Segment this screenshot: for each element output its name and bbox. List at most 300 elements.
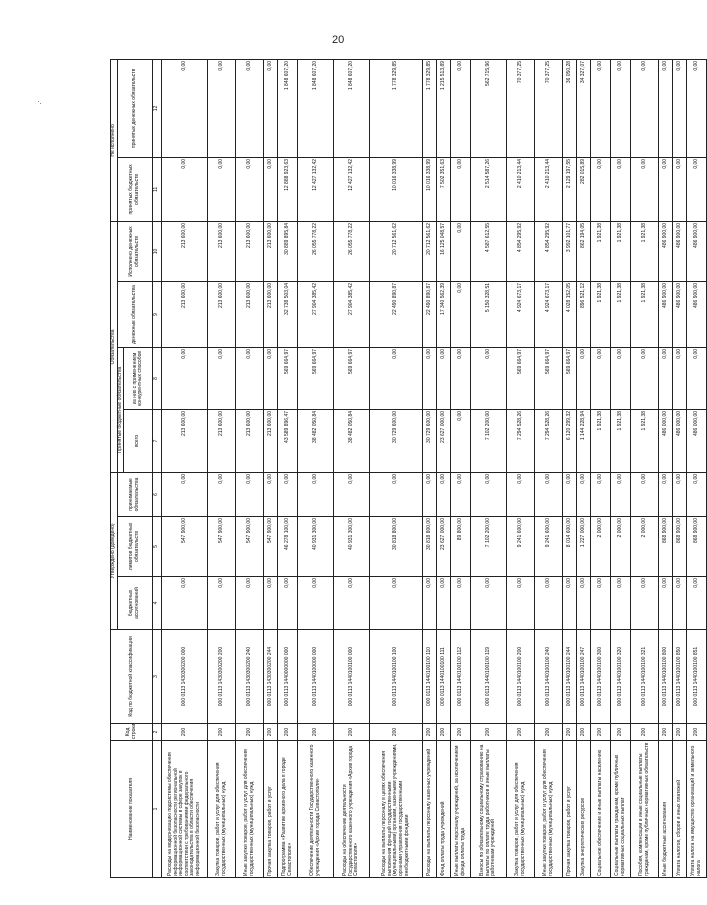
table-row: [264, 59, 278, 877]
row-code: 200: [535, 724, 563, 741]
row-name: Иные бюджетные ассигнования: [659, 741, 673, 878]
fulfilled-value: 213 600,00: [264, 221, 278, 281]
budget-allocations-value: 0,00: [334, 577, 370, 630]
row-code: 200: [563, 724, 577, 741]
monetary-obligations-value: 1 921,38: [611, 281, 631, 347]
fulfilled-value: 26 055 778,22: [298, 221, 334, 281]
table-row: [659, 59, 673, 877]
monetary-obligations-value: 17 340 562,39: [437, 281, 451, 347]
budget-classification-code: 000 0113 1440100100 112: [451, 630, 471, 724]
row-code: 200: [264, 724, 278, 741]
row-name: Расходы на выплаты персоналу в целях обеспечения выполнения функций государственными (муниципальными) органами, казенными учреждениями, органами управления государственными внебюджетными фондами: [370, 741, 423, 878]
budget-classification-code: 000 0113 1440100100 110: [423, 630, 437, 724]
accepted-budget-obligations-total: 213 600,00: [236, 409, 264, 472]
accepted-budget-obligations-total: 38 482 050,84: [298, 409, 334, 472]
row-name: Уплата налогов, сборов и иных платежей: [673, 741, 687, 878]
table-row: [334, 59, 370, 877]
budget-allocations-value: 0,00: [370, 577, 423, 630]
limits-value: 2 000,00: [631, 517, 659, 577]
table-row: [535, 59, 563, 877]
fulfilled-value: 1 921,38: [611, 221, 631, 281]
unfulfilled-accepted-value: 2 129 197,55: [563, 157, 577, 221]
accepted-budget-obligations-total: 1 921,38: [631, 409, 659, 472]
budget-classification-code: 000 0113 1440100100 240: [535, 630, 563, 724]
accepted-budget-obligations-total: 30 729 600,00: [423, 409, 437, 472]
accepted-budget-obligations-total: 213 600,00: [208, 409, 236, 472]
budget-allocations-value: 0,00: [451, 577, 471, 630]
unfulfilled-monetary-value: 0,00: [264, 59, 278, 157]
fulfilled-value: 4 854 295,92: [535, 221, 563, 281]
budget-allocations-value: 0,00: [236, 577, 264, 630]
unfulfilled-monetary-value: 0,00: [659, 59, 673, 157]
fulfilled-value: 16 125 048,57: [437, 221, 451, 281]
monetary-obligations-value: 213 600,00: [208, 281, 236, 347]
row-name: Иные закупки товаров, работ и услуг для обеспечения государственных (муниципальных) нужд: [236, 741, 264, 878]
fulfilled-value: 26 055 778,22: [334, 221, 370, 281]
accepted-obligations-value: 0,00: [611, 472, 631, 516]
fulfilled-value: 862 194,05: [577, 221, 591, 281]
row-code: 200: [370, 724, 423, 741]
row-name: Пособия, компенсации и иные социальные выплаты гражданам, кроме публичных нормативных обязательств: [631, 741, 659, 878]
unfulfilled-accepted-value: 0,00: [687, 157, 707, 221]
unfulfilled-accepted-value: 2 410 213,44: [507, 157, 535, 221]
table-row: [278, 59, 298, 877]
limits-value: 23 627 000,00: [437, 517, 451, 577]
unfulfilled-accepted-value: 2 410 213,44: [535, 157, 563, 221]
budget-allocations-value: 0,00: [471, 577, 507, 630]
row-code: 200: [673, 724, 687, 741]
accepted-obligations-value: 0,00: [577, 472, 591, 516]
fulfilled-value: 4 587 612,55: [471, 221, 507, 281]
monetary-obligations-value: 1 921,38: [631, 281, 659, 347]
competitive-obligations-value: 0,00: [264, 347, 278, 409]
monetary-obligations-value: 213 600,00: [264, 281, 278, 347]
competitive-obligations-value: 0,00: [591, 347, 611, 409]
budget-classification-code: 000 0113 1440000000 000: [278, 630, 298, 724]
row-code: 200: [611, 724, 631, 741]
rotated-table-container: [110, 60, 702, 878]
fulfilled-value: 1 921,38: [591, 221, 611, 281]
row-code: 200: [298, 724, 334, 741]
row-code: 200: [471, 724, 507, 741]
row-name: Закупка товаров, работ и услуг для обеспечения государственных (муниципальных) нужд: [208, 741, 236, 878]
monetary-obligations-value: 486 900,00: [687, 281, 707, 347]
budget-allocations-value: 0,00: [437, 577, 451, 630]
limits-value: 868 900,00: [687, 517, 707, 577]
accepted-budget-obligations-total: 38 482 050,84: [334, 409, 370, 472]
row-name: Социальные выплаты гражданам, кроме публичных нормативных социальных выплат: [611, 741, 631, 878]
monetary-obligations-value: 486 900,00: [659, 281, 673, 347]
table-row: [423, 59, 437, 877]
header-total: всего: [124, 409, 153, 472]
table-row: [591, 59, 611, 877]
header-accepted-budget-obligations: Принятые бюджетные обязательства: [117, 347, 124, 472]
limits-value: 46 278 100,00: [278, 517, 298, 577]
accepted-budget-obligations-total: 7 294 528,26: [535, 409, 563, 472]
row-code: 200: [577, 724, 591, 741]
accepted-obligations-value: 0,00: [437, 472, 451, 516]
monetary-obligations-value: 22 490 890,87: [370, 281, 423, 347]
header-competitive: из них с применением конкурентных способов: [124, 347, 153, 409]
competitive-obligations-value: 0,00: [631, 347, 659, 409]
unfulfilled-monetary-value: 0,00: [451, 59, 471, 157]
competitive-obligations-value: 0,00: [423, 347, 437, 409]
accepted-budget-obligations-total: 6 120 299,32: [563, 409, 577, 472]
budget-classification-code: 000 0113 1440100100 111: [437, 630, 451, 724]
column-number: 11: [153, 157, 162, 221]
column-number: 10: [153, 221, 162, 281]
column-number: 5: [153, 517, 162, 577]
row-code: 200: [507, 724, 535, 741]
unfulfilled-monetary-value: 1 215 513,89: [437, 59, 451, 157]
row-code: 200: [437, 724, 451, 741]
row-code: 200: [451, 724, 471, 741]
budget-classification-code: 000 0113 1430300200 240: [236, 630, 264, 724]
table-body: [162, 59, 707, 877]
unfulfilled-accepted-value: 12 888 923,63: [278, 157, 298, 221]
row-name: Подпрограмма «Развитие архивного дела в городе Севастополе»: [278, 741, 298, 878]
column-number: 12: [153, 59, 162, 157]
budget-allocations-value: 0,00: [659, 577, 673, 630]
accepted-obligations-value: 0,00: [162, 472, 208, 516]
limits-value: 89 800,00: [451, 517, 471, 577]
accepted-obligations-value: 0,00: [535, 472, 563, 516]
budget-allocations-value: 0,00: [631, 577, 659, 630]
unfulfilled-monetary-value: 0,00: [208, 59, 236, 157]
row-name: Обеспечение деятельности Государственного казенного учреждения «Архив города Севастополя»: [298, 741, 334, 878]
accepted-obligations-value: 0,00: [631, 472, 659, 516]
budget-execution-table: [110, 59, 707, 878]
budget-allocations-value: 0,00: [423, 577, 437, 630]
table-row: [437, 59, 451, 877]
header-budget-allocations: бюджетных ассигнований: [117, 577, 153, 630]
monetary-obligations-value: 486 900,00: [673, 281, 687, 347]
monetary-obligations-value: 213 600,00: [236, 281, 264, 347]
unfulfilled-accepted-value: 2 514 587,26: [471, 157, 507, 221]
competitive-obligations-value: 0,00: [687, 347, 707, 409]
competitive-obligations-value: 0,00: [437, 347, 451, 409]
accepted-obligations-value: 0,00: [687, 472, 707, 516]
limits-value: 2 000,00: [591, 517, 611, 577]
competitive-obligations-value: 569 664,97: [278, 347, 298, 409]
unfulfilled-monetary-value: 70 377,25: [507, 59, 535, 157]
row-name: Социальное обеспечение и иные выплаты населению: [591, 741, 611, 878]
column-number: 1: [153, 741, 162, 878]
header-unfulfilled-accepted: принятых бюджетных обязательств: [117, 157, 153, 221]
limits-value: 1 227 000,00: [577, 517, 591, 577]
accepted-obligations-value: 0,00: [471, 472, 507, 516]
limits-value: 40 931 300,00: [298, 517, 334, 577]
unfulfilled-accepted-value: 10 016 338,99: [423, 157, 437, 221]
accepted-budget-obligations-total: 213 600,00: [264, 409, 278, 472]
accepted-obligations-value: 0,00: [264, 472, 278, 516]
table-row: [563, 59, 577, 877]
unfulfilled-monetary-value: 36 050,28: [563, 59, 577, 157]
unfulfilled-accepted-value: 0,00: [208, 157, 236, 221]
unfulfilled-monetary-value: 1 848 607,20: [334, 59, 370, 157]
accepted-obligations-value: 0,00: [298, 472, 334, 516]
accepted-obligations-value: 0,00: [563, 472, 577, 516]
unfulfilled-accepted-value: 10 016 338,99: [370, 157, 423, 221]
monetary-obligations-value: 896 521,12: [577, 281, 591, 347]
header-unfulfilled-monetary: принятых денежных обязательств: [117, 59, 153, 157]
budget-allocations-value: 0,00: [507, 577, 535, 630]
table-row: [162, 59, 208, 877]
accepted-budget-obligations-total: 1 144 228,94: [577, 409, 591, 472]
table-row: [471, 59, 507, 877]
fulfilled-value: 1 921,38: [631, 221, 659, 281]
fulfilled-value: 20 712 561,62: [423, 221, 437, 281]
budget-allocations-value: 0,00: [577, 577, 591, 630]
table-row: [611, 59, 631, 877]
monetary-obligations-value: 4 924 673,17: [507, 281, 535, 347]
table-row: [507, 59, 535, 877]
header-name: Наименование показателя: [111, 741, 153, 878]
unfulfilled-monetary-value: 1 848 607,20: [278, 59, 298, 157]
unfulfilled-accepted-value: 7 502 351,63: [437, 157, 451, 221]
table-row: [208, 59, 236, 877]
column-number: 9: [153, 281, 162, 347]
row-name: Прочая закупка товаров, работ и услуг: [563, 741, 577, 878]
accepted-budget-obligations-total: 486 000,00: [687, 409, 707, 472]
competitive-obligations-value: 0,00: [236, 347, 264, 409]
budget-allocations-value: 0,00: [591, 577, 611, 630]
limits-value: 8 014 600,00: [563, 517, 577, 577]
header-monetary-obligations: денежные обязательства: [117, 281, 153, 347]
competitive-obligations-value: 0,00: [577, 347, 591, 409]
fulfilled-value: 486 900,00: [673, 221, 687, 281]
unfulfilled-accepted-value: 0,00: [451, 157, 471, 221]
fulfilled-value: 213 600,00: [162, 221, 208, 281]
table-row: [370, 59, 423, 877]
competitive-obligations-value: 569 664,97: [563, 347, 577, 409]
limits-value: 547 900,00: [208, 517, 236, 577]
accepted-obligations-value: 0,00: [673, 472, 687, 516]
monetary-obligations-value: 5 150 328,51: [471, 281, 507, 347]
limits-value: 547 900,00: [236, 517, 264, 577]
column-number-row: [153, 59, 162, 877]
competitive-obligations-value: 569 664,97: [334, 347, 370, 409]
competitive-obligations-value: 0,00: [370, 347, 423, 409]
unfulfilled-accepted-value: 0,00: [611, 157, 631, 221]
header-budget-code: Код по бюджетной классификации: [111, 630, 153, 724]
budget-classification-code: 000 0113 1440100100 320: [611, 630, 631, 724]
budget-classification-code: 000 0113 1440100100 800: [659, 630, 673, 724]
row-code: 200: [687, 724, 707, 741]
fulfilled-value: 3 992 101,77: [563, 221, 577, 281]
row-name: Расходы на выплаты персоналу казенных учреждений: [423, 741, 437, 878]
column-number: 6: [153, 472, 162, 516]
budget-allocations-value: 0,00: [611, 577, 631, 630]
page-number: 20: [332, 34, 345, 46]
budget-allocations-value: 0,00: [278, 577, 298, 630]
unfulfilled-monetary-value: 0,00: [673, 59, 687, 157]
monetary-obligations-value: 32 738 503,04: [278, 281, 298, 347]
unfulfilled-monetary-value: 0,00: [631, 59, 659, 157]
limits-value: 30 818 800,00: [423, 517, 437, 577]
monetary-obligations-value: 1 921,38: [591, 281, 611, 347]
fulfilled-value: 486 900,00: [687, 221, 707, 281]
accepted-obligations-value: 0,00: [507, 472, 535, 516]
column-number: 3: [153, 630, 162, 724]
budget-allocations-value: 0,00: [673, 577, 687, 630]
limits-value: 9 241 600,00: [535, 517, 563, 577]
accepted-budget-obligations-total: 0,00: [451, 409, 471, 472]
row-name: Расходы на модернизацию подсистемы обеспечения информационной безопасности региональной информационной системы в сфере закупок в соответствии с требованиями федерального законодательства в области обеспечения информационной безопасности: [162, 741, 208, 878]
accepted-obligations-value: 0,00: [278, 472, 298, 516]
unfulfilled-accepted-value: 0,00: [264, 157, 278, 221]
competitive-obligations-value: 0,00: [673, 347, 687, 409]
fulfilled-value: 213 600,00: [236, 221, 264, 281]
row-code: 200: [423, 724, 437, 741]
accepted-budget-obligations-total: 23 627 000,00: [437, 409, 451, 472]
row-name: Уплата налога на имущество организаций и земельного налога: [687, 741, 707, 878]
unfulfilled-accepted-value: 0,00: [659, 157, 673, 221]
competitive-obligations-value: 0,00: [659, 347, 673, 409]
table-row: [631, 59, 659, 877]
unfulfilled-monetary-value: 0,00: [611, 59, 631, 157]
unfulfilled-accepted-value: 0,00: [591, 157, 611, 221]
unfulfilled-monetary-value: 1 778 329,85: [423, 59, 437, 157]
header-fulfilled: Исполнено денежных обязательств: [117, 221, 153, 281]
unfulfilled-monetary-value: 1 848 607,20: [298, 59, 334, 157]
row-code: 200: [591, 724, 611, 741]
monetary-obligations-value: 4 924 673,17: [535, 281, 563, 347]
budget-allocations-value: 0,00: [208, 577, 236, 630]
limits-value: 9 241 600,00: [507, 517, 535, 577]
competitive-obligations-value: 0,00: [451, 347, 471, 409]
budget-classification-code: 000 0113 1440100100 850: [673, 630, 687, 724]
header-accepted-obligations: принимаемые обязательства: [117, 472, 153, 516]
limits-value: 547 900,00: [264, 517, 278, 577]
row-code: 200: [334, 724, 370, 741]
accepted-budget-obligations-total: 486 000,00: [659, 409, 673, 472]
accepted-budget-obligations-total: 43 589 896,47: [278, 409, 298, 472]
budget-classification-code: 000 0113 1440100100 119: [471, 630, 507, 724]
unfulfilled-monetary-value: 0,00: [162, 59, 208, 157]
unfulfilled-monetary-value: 562 715,96: [471, 59, 507, 157]
accepted-budget-obligations-total: 1 921,38: [591, 409, 611, 472]
unfulfilled-monetary-value: 34 327,07: [577, 59, 591, 157]
monetary-obligations-value: 213 600,00: [162, 281, 208, 347]
unfulfilled-accepted-value: 0,00: [162, 157, 208, 221]
unfulfilled-monetary-value: 0,00: [687, 59, 707, 157]
budget-allocations-value: 0,00: [535, 577, 563, 630]
budget-classification-code: 000 0113 1440100100 200: [507, 630, 535, 724]
unfulfilled-accepted-value: 282 015,89: [577, 157, 591, 221]
monetary-obligations-value: 0,00: [451, 281, 471, 347]
budget-allocations-value: 0,00: [298, 577, 334, 630]
competitive-obligations-value: 0,00: [162, 347, 208, 409]
budget-classification-code: 000 0113 1430300200 000: [162, 630, 208, 724]
limits-value: 2 000,00: [611, 517, 631, 577]
monetary-obligations-value: 27 904 385,42: [298, 281, 334, 347]
budget-classification-code: 000 0113 1430300200 200: [208, 630, 236, 724]
accepted-obligations-value: 0,00: [370, 472, 423, 516]
header-limits: лимитов бюджетных обязательств: [117, 517, 153, 577]
budget-classification-code: 000 0113 1440100100 000: [334, 630, 370, 724]
budget-classification-code: 000 0113 1440100000 000: [298, 630, 334, 724]
budget-classification-code: 000 0113 1440100100 247: [577, 630, 591, 724]
limits-value: 30 818 800,00: [370, 517, 423, 577]
accepted-obligations-value: 0,00: [236, 472, 264, 516]
accepted-obligations-value: 0,00: [591, 472, 611, 516]
accepted-budget-obligations-total: 7 102 200,00: [471, 409, 507, 472]
unfulfilled-accepted-value: 12 427 132,42: [334, 157, 370, 221]
accepted-budget-obligations-total: 486 000,00: [673, 409, 687, 472]
limits-value: 7 102 200,00: [471, 517, 507, 577]
accepted-budget-obligations-total: 1 921,38: [611, 409, 631, 472]
column-number: 4: [153, 577, 162, 630]
budget-allocations-value: 0,00: [563, 577, 577, 630]
accepted-budget-obligations-total: 30 729 600,00: [370, 409, 423, 472]
header-row-code: Код строки: [111, 724, 153, 741]
unfulfilled-accepted-value: 0,00: [236, 157, 264, 221]
row-name: Фонд оплаты труда учреждений: [437, 741, 451, 878]
row-name: Закупка товаров, работ и услуг для обеспечения государственных (муниципальных) нужд: [507, 741, 535, 878]
accepted-obligations-value: 0,00: [659, 472, 673, 516]
accepted-obligations-value: 0,00: [423, 472, 437, 516]
limits-value: 40 931 300,00: [334, 517, 370, 577]
competitive-obligations-value: 0,00: [471, 347, 507, 409]
budget-classification-code: 000 0113 1430300200 244: [264, 630, 278, 724]
accepted-obligations-value: 0,00: [208, 472, 236, 516]
competitive-obligations-value: 0,00: [611, 347, 631, 409]
table-row: [451, 59, 471, 877]
table-row: [577, 59, 591, 877]
row-code: 200: [162, 724, 208, 741]
row-name: Иные закупки товаров, работ и услуг для обеспечения государственных (муниципальных) нужд: [535, 741, 563, 878]
table-row: [298, 59, 334, 877]
budget-allocations-value: 0,00: [264, 577, 278, 630]
unfulfilled-accepted-value: 0,00: [673, 157, 687, 221]
fulfilled-value: 213 600,00: [208, 221, 236, 281]
limits-value: 868 900,00: [673, 517, 687, 577]
monetary-obligations-value: 27 904 385,42: [334, 281, 370, 347]
fulfilled-value: 30 889 895,84: [278, 221, 298, 281]
budget-allocations-value: 0,00: [162, 577, 208, 630]
fulfilled-value: 486 900,00: [659, 221, 673, 281]
row-name: Взносы по обязательному социальному страхованию на выплаты по оплате труда работников и иные выплаты работникам учреждений: [471, 741, 507, 878]
accepted-obligations-value: 0,00: [334, 472, 370, 516]
fulfilled-value: 4 854 295,92: [507, 221, 535, 281]
accepted-obligations-value: 0,00: [451, 472, 471, 516]
competitive-obligations-value: 569 664,97: [298, 347, 334, 409]
column-number: 2: [153, 724, 162, 741]
row-name: Закупка энергетических ресурсов: [577, 741, 591, 878]
budget-allocations-value: 0,00: [687, 577, 707, 630]
limits-value: 547 900,00: [162, 517, 208, 577]
budget-classification-code: 000 0113 1440100100 321: [631, 630, 659, 724]
budget-classification-code: 000 0113 1440100100 244: [563, 630, 577, 724]
monetary-obligations-value: 22 490 890,87: [423, 281, 437, 347]
row-code: 200: [208, 724, 236, 741]
scan-speck: [38, 101, 41, 104]
table-row: [673, 59, 687, 877]
competitive-obligations-value: 569 664,97: [507, 347, 535, 409]
unfulfilled-accepted-value: 12 427 132,42: [298, 157, 334, 221]
fulfilled-value: 0,00: [451, 221, 471, 281]
monetary-obligations-value: 4 028 152,05: [563, 281, 577, 347]
competitive-obligations-value: 569 664,97: [535, 347, 563, 409]
unfulfilled-monetary-value: 0,00: [591, 59, 611, 157]
header-obligations: Обязательства: [111, 221, 118, 472]
row-name: Расходы на обеспечение деятельности Государственного казенного учреждения «Архив города Севастополя»: [334, 741, 370, 878]
row-name: Иные выплаты персоналу учреждений, за исключением фонда оплаты труда: [451, 741, 471, 878]
column-number: 8: [153, 347, 162, 409]
limits-value: 868 900,00: [659, 517, 673, 577]
fulfilled-value: 20 712 561,62: [370, 221, 423, 281]
